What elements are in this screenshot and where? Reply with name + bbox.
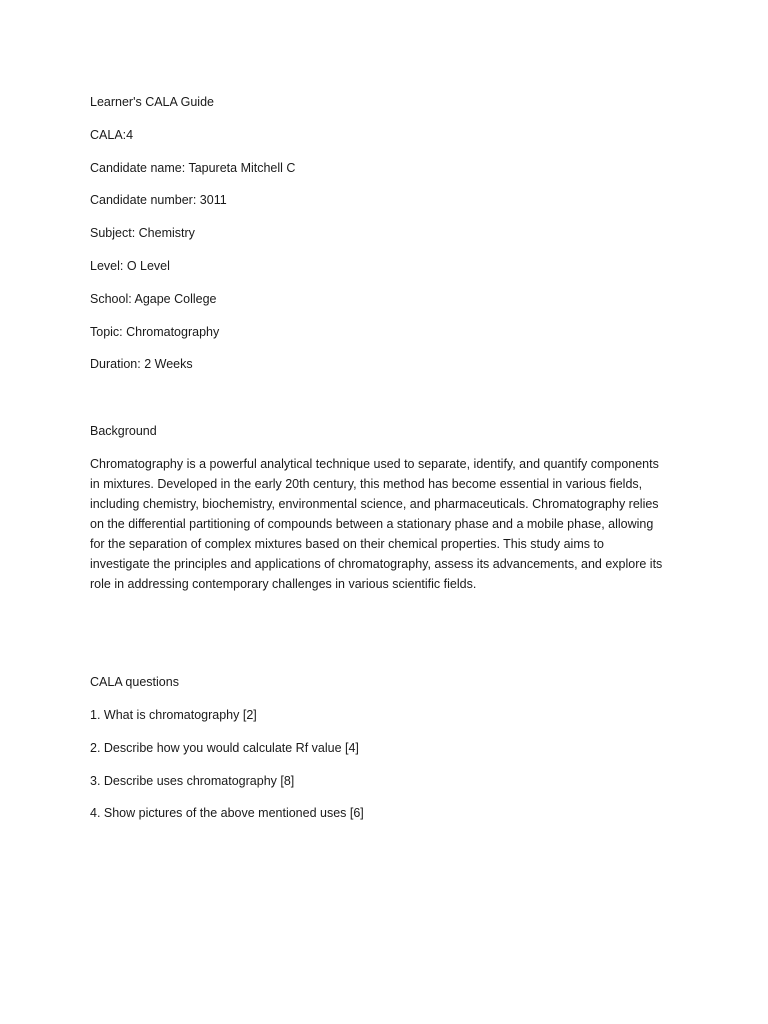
background-paragraph bbox=[90, 454, 690, 594]
level: Level: O Level bbox=[90, 259, 170, 273]
question-item: 4. Show pictures of the above mentioned uses [6] bbox=[90, 806, 364, 820]
question-item: 3. Describe uses chromatography [8] bbox=[90, 774, 295, 788]
subject: Subject: Chemistry bbox=[90, 226, 195, 240]
questions-heading: CALA questions bbox=[90, 675, 179, 689]
candidate-name: Candidate name: Tapureta Mitchell C bbox=[90, 161, 296, 175]
question-item: 2. Describe how you would calculate Rf value [4] bbox=[90, 741, 359, 755]
school: School: Agape College bbox=[90, 292, 217, 306]
background-line: Chromatography is a powerful analytical technique used to separate, identify, and quantify components bbox=[90, 457, 659, 471]
background-line: in mixtures. Developed in the early 20th century, this method has become essential in various fields, bbox=[90, 477, 643, 491]
cala-number: CALA:4 bbox=[90, 128, 134, 142]
question-item: 1. What is chromatography [2] bbox=[90, 708, 257, 722]
candidate-number: Candidate number: 3011 bbox=[90, 193, 227, 207]
background-line: role in addressing contemporary challenges in various scientific fields. bbox=[90, 577, 477, 591]
background-line: investigate the principles and applications of chromatography, assess its advancements, and explore its bbox=[90, 557, 663, 571]
topic: Topic: Chromatography bbox=[90, 325, 220, 339]
background-heading: Background bbox=[90, 424, 157, 438]
document-title: Learner's CALA Guide bbox=[90, 95, 214, 109]
background-line: on the differential partitioning of compounds between a stationary phase and a mobile phase, allowing bbox=[90, 517, 654, 531]
background-line: for the separation of complex mixtures based on their chemical properties. This study aims to bbox=[90, 537, 604, 551]
background-line: including chemistry, biochemistry, environmental science, and pharmaceuticals. Chromatography relies bbox=[90, 497, 659, 511]
duration: Duration: 2 Weeks bbox=[90, 357, 193, 371]
